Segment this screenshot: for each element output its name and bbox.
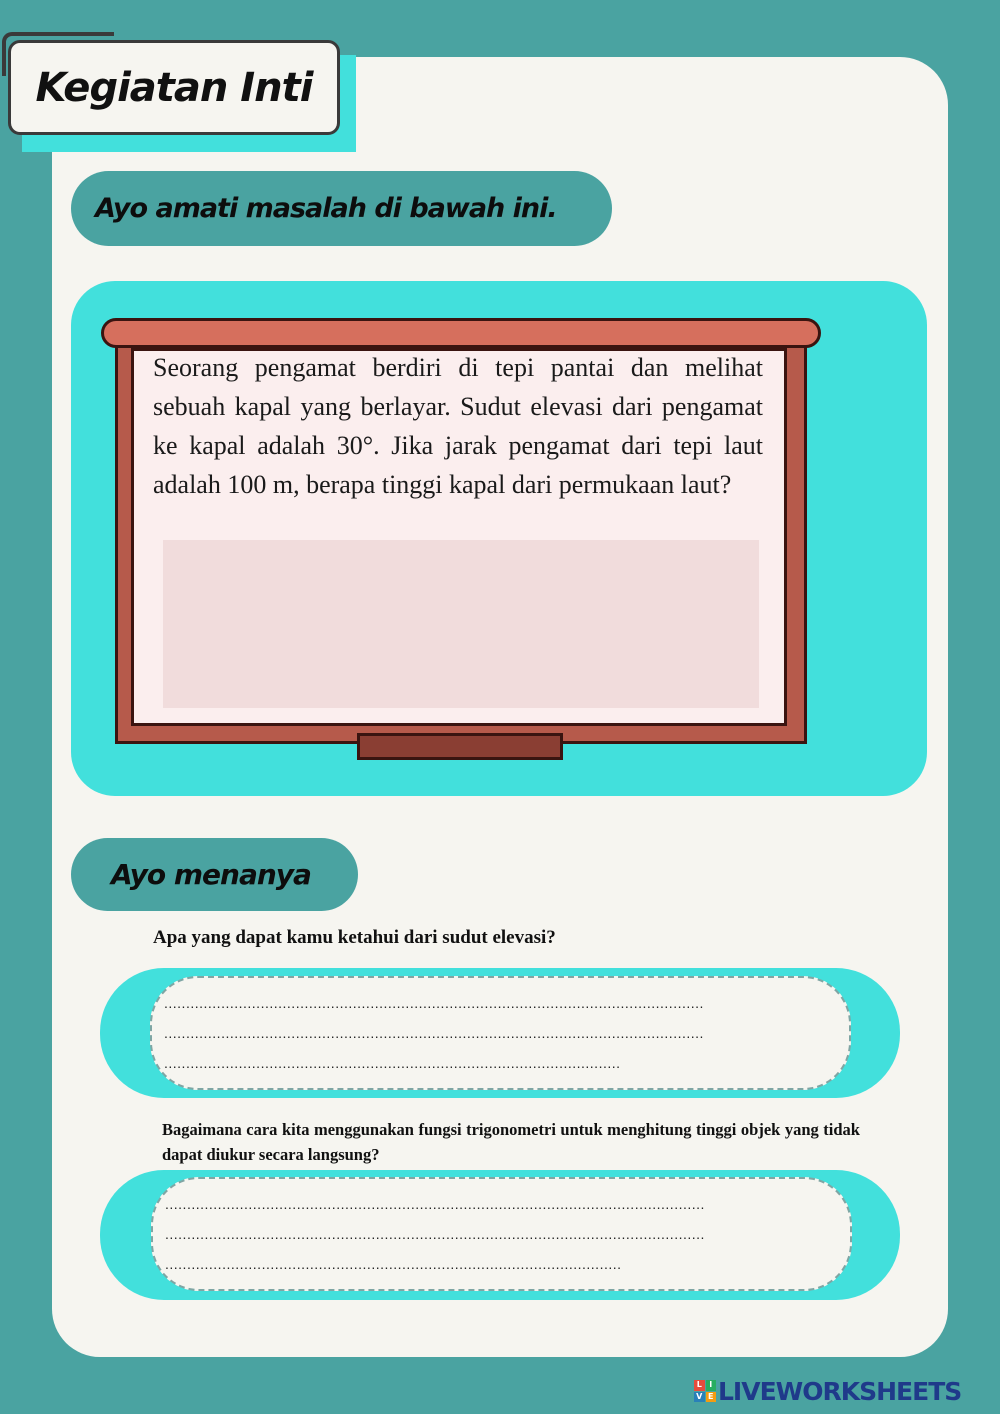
question-1: Apa yang dapat kamu ketahui dari sudut elevasi? bbox=[153, 927, 556, 948]
answer-field-1[interactable] bbox=[150, 976, 851, 1090]
answer-line[interactable]: ........................................................................................................................... bbox=[165, 1196, 705, 1212]
answer-line[interactable]: ........................................................................................................................... bbox=[164, 995, 704, 1011]
liveworksheets-logo-icon bbox=[694, 1380, 716, 1402]
logo-letter: E bbox=[706, 1392, 717, 1403]
answer-line[interactable]: ........................................................................................................ bbox=[165, 1256, 622, 1272]
title-box bbox=[8, 40, 340, 135]
whiteboard-shade bbox=[163, 540, 759, 708]
observe-heading-text: Ayo amati masalah di bawah ini. bbox=[95, 193, 557, 224]
logo-letter: I bbox=[706, 1380, 717, 1391]
logo-letter: L bbox=[694, 1380, 705, 1391]
answer-field-2[interactable] bbox=[151, 1177, 852, 1291]
footer-brand-text: LIVEWORKSHEETS bbox=[718, 1376, 962, 1406]
ask-heading bbox=[71, 838, 358, 911]
answer-line[interactable]: ........................................................................................................................... bbox=[164, 1025, 704, 1041]
question-2: Bagaimana cara kita menggunakan fungsi trigonometri untuk menghitung tinggi objek yang tidak dapat diukur secara langsung? bbox=[162, 1120, 860, 1164]
footer-brand bbox=[694, 1376, 961, 1406]
whiteboard-tray bbox=[357, 733, 563, 760]
whiteboard-top-rail bbox=[101, 318, 821, 348]
page-title: Kegiatan Inti bbox=[35, 64, 313, 111]
answer-line[interactable]: ........................................................................................................ bbox=[164, 1055, 621, 1071]
observe-heading bbox=[71, 171, 612, 246]
problem-text: Seorang pengamat berdiri di tepi pantai dan melihat sebuah kapal yang berlayar. Sudut elevasi dari pengamat ke kapal adalah 30°. Jika jarak pengamat dari tepi laut adalah 100 m, berapa tinggi kapal dari permukaan laut? bbox=[153, 353, 763, 499]
ask-heading-text: Ayo menanya bbox=[111, 858, 311, 891]
logo-letter: V bbox=[694, 1392, 705, 1403]
answer-line[interactable]: ........................................................................................................................... bbox=[165, 1226, 705, 1242]
